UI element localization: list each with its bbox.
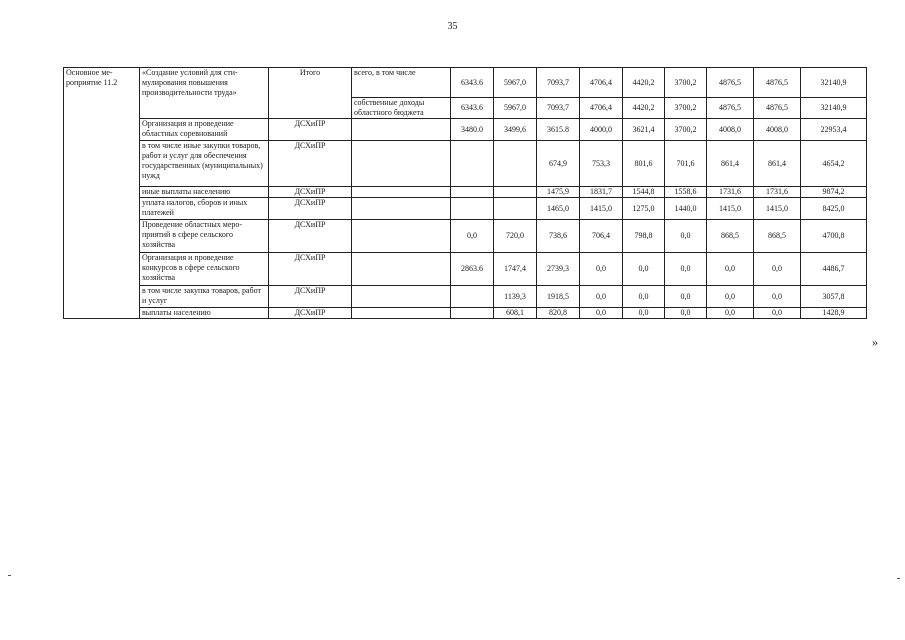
source-cell: [352, 187, 451, 198]
value-cell: 7093,7: [537, 68, 580, 98]
value-cell: 32140,9: [801, 68, 867, 98]
source-own-cell: собственные доходы областного бюджета: [352, 98, 451, 119]
value-cell: 0,0: [754, 253, 801, 286]
value-cell: 4486,7: [801, 253, 867, 286]
table-row: [64, 253, 867, 286]
source-cell: [352, 286, 451, 308]
value-cell: 1465,0: [537, 198, 580, 220]
value-cell: 3700,2: [665, 98, 707, 119]
value-cell: 0,0: [665, 286, 707, 308]
value-cell: 1415,0: [580, 198, 623, 220]
value-cell: 0,0: [707, 253, 754, 286]
value-cell: 5967,0: [494, 98, 537, 119]
value-cell: 1731,6: [754, 187, 801, 198]
value-cell: 0,0: [623, 286, 665, 308]
value-cell: 4876,5: [754, 98, 801, 119]
value-cell: 1544,8: [623, 187, 665, 198]
value-cell: 1558,6: [665, 187, 707, 198]
row-name-cell: Проведение областных меро-приятий в сфере сельского хозяйства: [140, 220, 269, 253]
value-cell: 0,0: [580, 253, 623, 286]
value-cell: 0,0: [707, 308, 754, 319]
value-cell: 798,8: [623, 220, 665, 253]
table-row: [64, 68, 867, 98]
source-all-cell: всего, в том числе: [352, 68, 451, 98]
row-name-cell: Организация и проведение конкурсов в сфере сельского хозяйства: [140, 253, 269, 286]
executor-cell: ДСХиПР: [269, 253, 352, 286]
value-cell: 9874,2: [801, 187, 867, 198]
value-cell: 861,4: [754, 141, 801, 187]
value-cell: [494, 198, 537, 220]
value-cell: 3499,6: [494, 119, 537, 141]
value-cell: [451, 286, 494, 308]
table-row: [64, 308, 867, 319]
value-cell: [451, 198, 494, 220]
value-cell: [451, 141, 494, 187]
table-row: [64, 198, 867, 220]
value-cell: 1428,9: [801, 308, 867, 319]
activity-title-cell: «Создание условий для сти-мулирования повышения производительности труда»: [140, 68, 269, 119]
budget-table: [63, 67, 867, 319]
executor-cell: ДСХиПР: [269, 286, 352, 308]
value-cell: 0,0: [623, 308, 665, 319]
value-cell: 0,0: [623, 253, 665, 286]
value-cell: 2739,3: [537, 253, 580, 286]
value-cell: 4420,2: [623, 98, 665, 119]
value-cell: 868,5: [754, 220, 801, 253]
row-name-cell: в том числе закупка товаров, работ и услуг: [140, 286, 269, 308]
value-cell: 2863.6: [451, 253, 494, 286]
value-cell: 3057,8: [801, 286, 867, 308]
source-cell: [352, 141, 451, 187]
executor-cell: ДСХиПР: [269, 187, 352, 198]
row-name-cell: уплата налогов, сборов и иных платежей: [140, 198, 269, 220]
source-cell: [352, 308, 451, 319]
value-cell: 1415,0: [754, 198, 801, 220]
value-cell: 6343.6: [451, 68, 494, 98]
activity-cell: Основное ме-роприятие 11.2: [64, 68, 140, 319]
value-cell: 3621,4: [623, 119, 665, 141]
row-name-cell: иные выплаты населению: [140, 187, 269, 198]
value-cell: 701,6: [665, 141, 707, 187]
value-cell: 3700,2: [665, 68, 707, 98]
row-name-cell: выплаты населению: [140, 308, 269, 319]
value-cell: 0,0: [754, 286, 801, 308]
source-cell: [352, 220, 451, 253]
value-cell: 1415,0: [707, 198, 754, 220]
value-cell: 3615.8: [537, 119, 580, 141]
value-cell: 753,3: [580, 141, 623, 187]
value-cell: 4008,0: [707, 119, 754, 141]
value-cell: 22953,4: [801, 119, 867, 141]
value-cell: 1475,9: [537, 187, 580, 198]
value-cell: 1747,4: [494, 253, 537, 286]
executor-cell: ДСХиПР: [269, 198, 352, 220]
value-cell: 738,6: [537, 220, 580, 253]
value-cell: 0,0: [580, 308, 623, 319]
total-label-cell: Итого: [269, 68, 352, 119]
value-cell: 706,4: [580, 220, 623, 253]
table-row: [64, 187, 867, 198]
source-cell: [352, 253, 451, 286]
value-cell: 1139,3: [494, 286, 537, 308]
value-cell: 861,4: [707, 141, 754, 187]
value-cell: [451, 308, 494, 319]
value-cell: 1831,7: [580, 187, 623, 198]
executor-cell: ДСХиПР: [269, 220, 352, 253]
value-cell: 1731,6: [707, 187, 754, 198]
value-cell: 4000,0: [580, 119, 623, 141]
value-cell: 4876,5: [707, 98, 754, 119]
value-cell: 4008,0: [754, 119, 801, 141]
value-cell: 868,5: [707, 220, 754, 253]
value-cell: 4706,4: [580, 98, 623, 119]
value-cell: 3700,2: [665, 119, 707, 141]
executor-cell: ДСХиПР: [269, 119, 352, 141]
value-cell: 32140,9: [801, 98, 867, 119]
row-name-cell: в том числе иные закупки товаров, работ и услуг для обеспечения государственных (муниципальных) нужд: [140, 141, 269, 187]
table-row: [64, 141, 867, 187]
value-cell: 1918,5: [537, 286, 580, 308]
value-cell: 1440,0: [665, 198, 707, 220]
value-cell: 608,1: [494, 308, 537, 319]
value-cell: 0,0: [754, 308, 801, 319]
value-cell: 0,0: [707, 286, 754, 308]
value-cell: 6343.6: [451, 98, 494, 119]
edge-tick-left: [8, 575, 11, 576]
value-cell: 0,0: [665, 253, 707, 286]
value-cell: 0,0: [580, 286, 623, 308]
value-cell: 4706,4: [580, 68, 623, 98]
value-cell: 674,9: [537, 141, 580, 187]
value-cell: [494, 141, 537, 187]
page-number: 35: [447, 21, 458, 32]
value-cell: 801,6: [623, 141, 665, 187]
value-cell: 4654,2: [801, 141, 867, 187]
value-cell: 7093,7: [537, 98, 580, 119]
source-cell: [352, 198, 451, 220]
value-cell: 4876,5: [707, 68, 754, 98]
value-cell: [494, 187, 537, 198]
value-cell: 820,8: [537, 308, 580, 319]
value-cell: 0,0: [451, 220, 494, 253]
value-cell: [451, 187, 494, 198]
value-cell: 720,0: [494, 220, 537, 253]
value-cell: 4700,8: [801, 220, 867, 253]
row-name-cell: Организация и проведение областных соревнований: [140, 119, 269, 141]
value-cell: 4876,5: [754, 68, 801, 98]
value-cell: 5967,0: [494, 68, 537, 98]
source-cell: [352, 119, 451, 141]
value-cell: 1275,0: [623, 198, 665, 220]
table-row: [64, 220, 867, 253]
value-cell: 0,0: [665, 308, 707, 319]
closing-quote-mark: »: [872, 335, 878, 349]
executor-cell: ДСХиПР: [269, 141, 352, 187]
table-row: [64, 119, 867, 141]
value-cell: 0,0: [665, 220, 707, 253]
value-cell: 4420,2: [623, 68, 665, 98]
value-cell: 3480.0: [451, 119, 494, 141]
edge-tick-right: [897, 578, 900, 579]
table-row: [64, 286, 867, 308]
executor-cell: ДСХиПР: [269, 308, 352, 319]
value-cell: 8425,0: [801, 198, 867, 220]
